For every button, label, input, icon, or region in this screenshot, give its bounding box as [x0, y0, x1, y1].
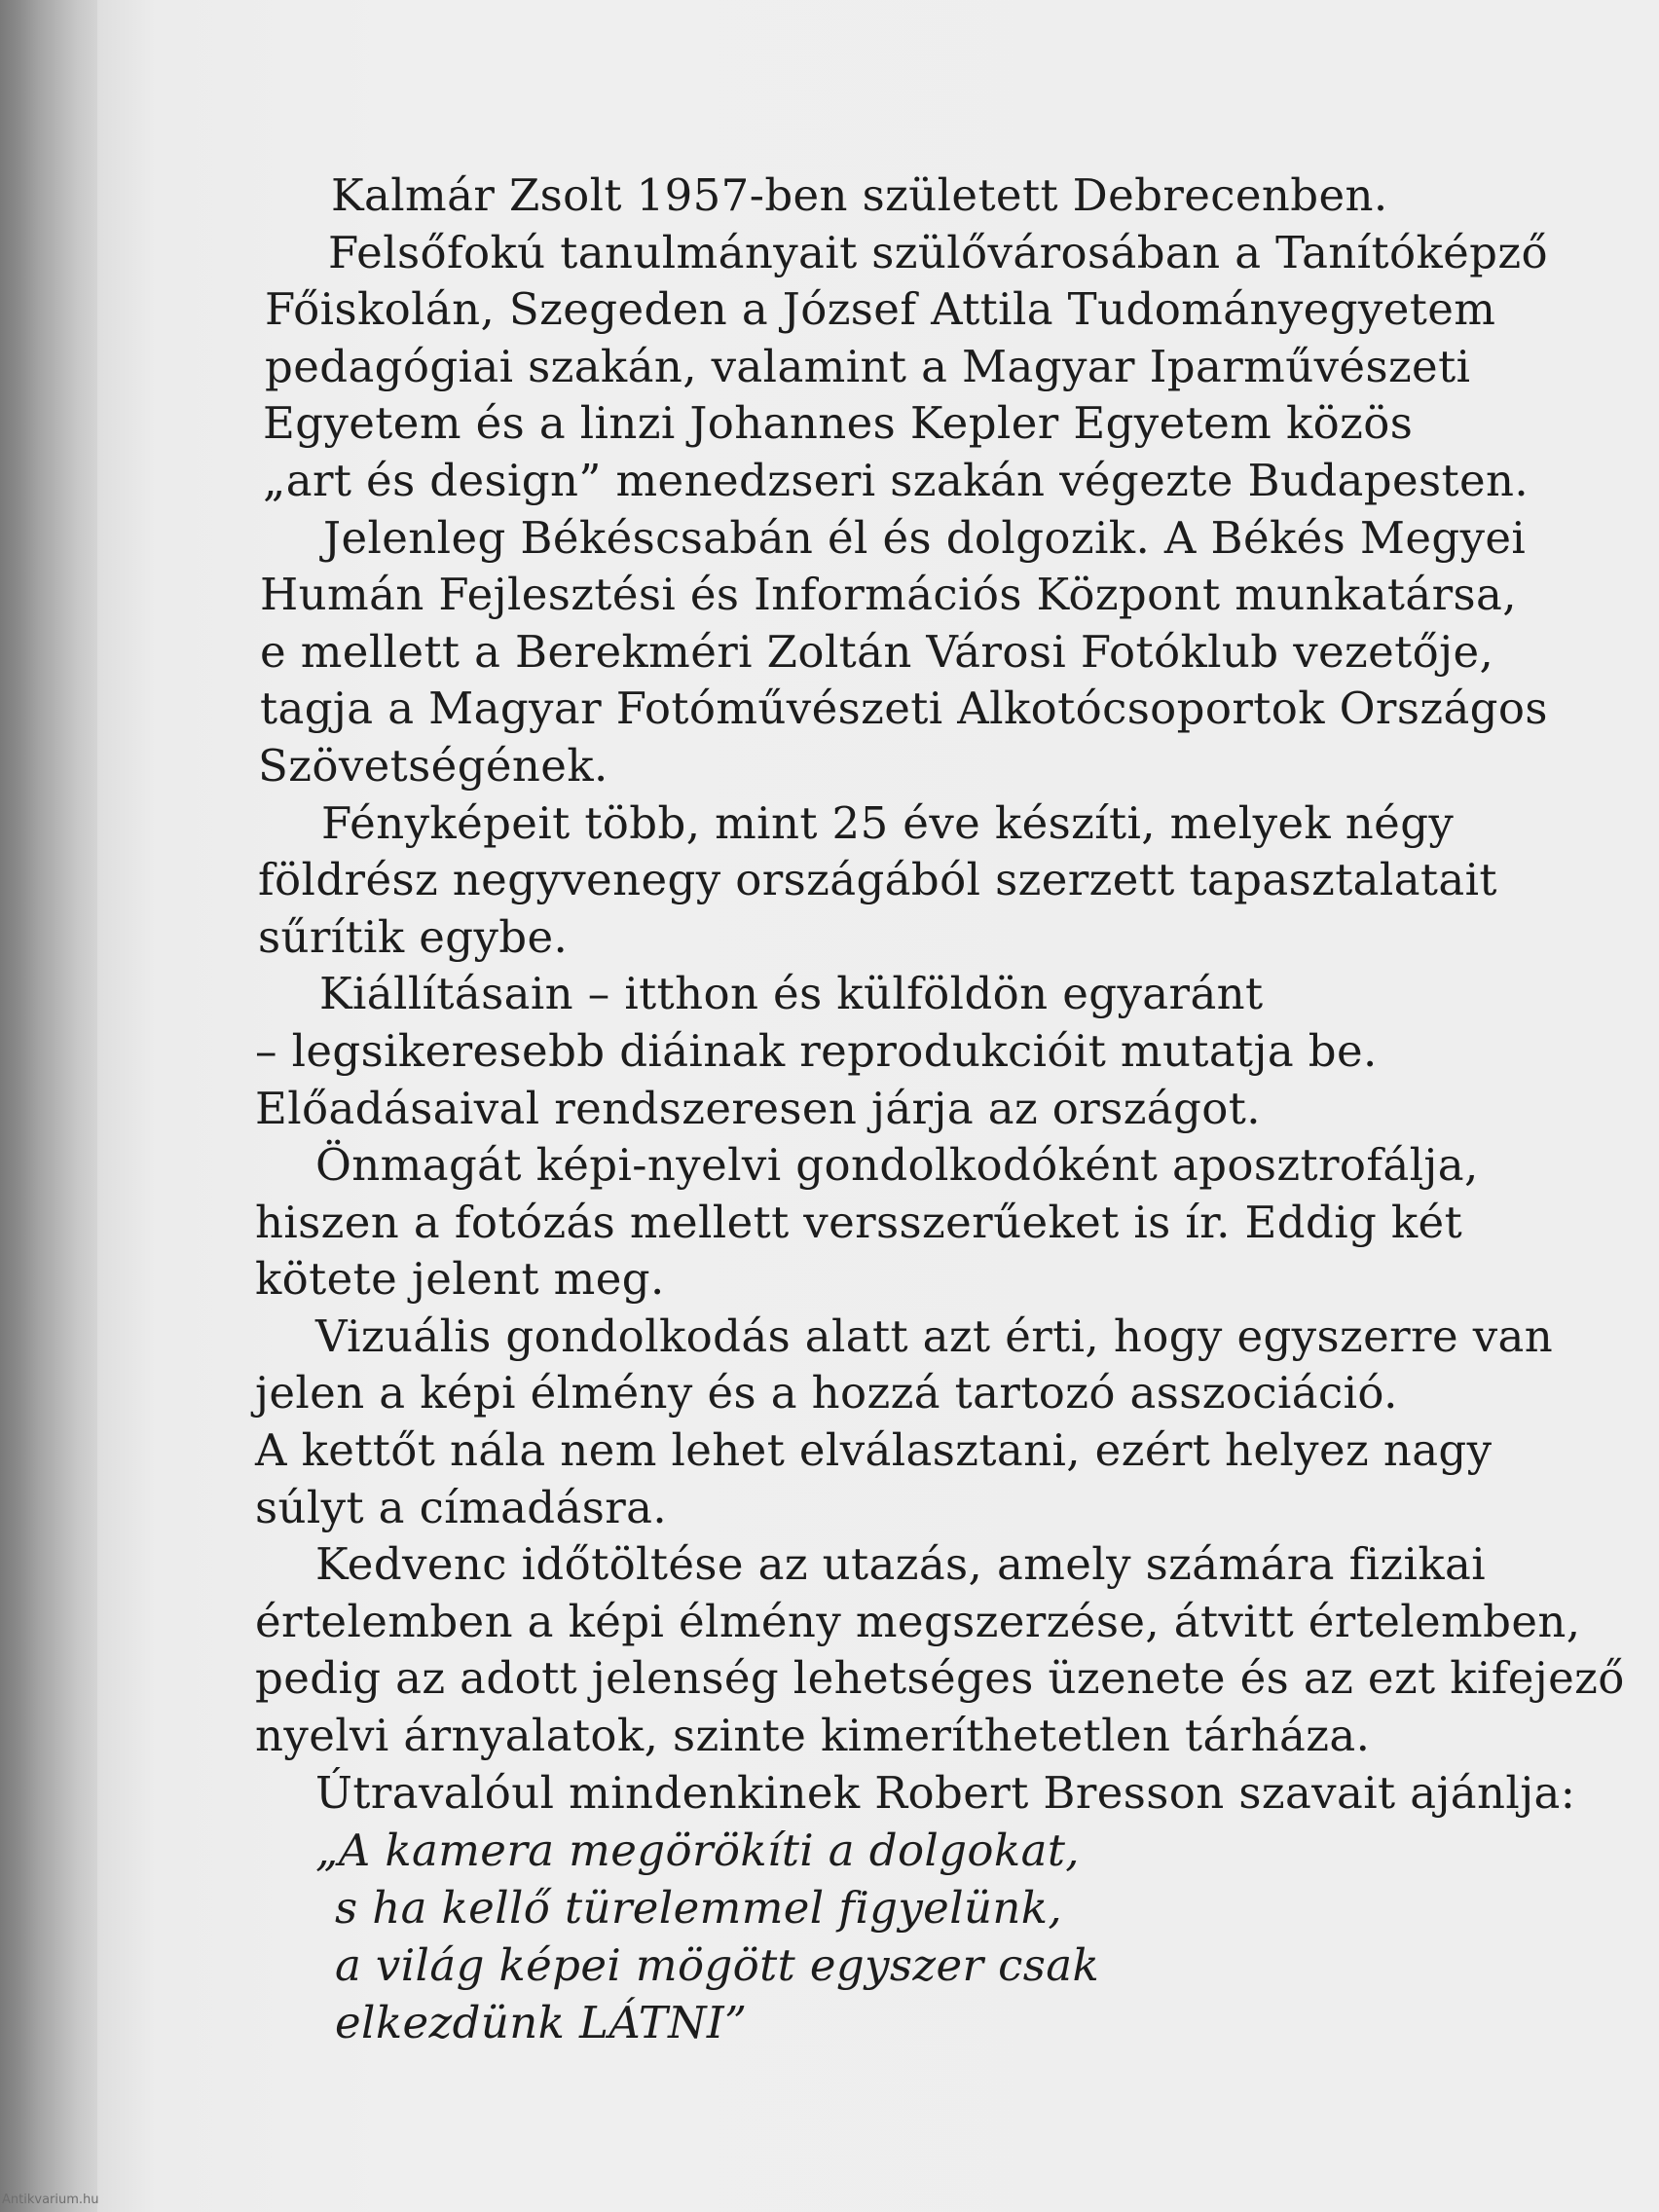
- paragraph-line: Humán Fejlesztési és Információs Központ munkatársa,: [260, 569, 1517, 621]
- paragraph-line: Felsőfokú tanulmányait szülővárosában a Tanítóképző: [328, 226, 1548, 278]
- quote-line: s ha kellő türelemmel figyelünk,: [335, 1882, 1063, 1935]
- paragraph-line: Főiskolán, Szegeden a József Attila Tudományegyetem: [265, 283, 1496, 336]
- book-binding-shadow: [0, 0, 97, 2212]
- paragraph-line: Fényképeit több, mint 25 éve készíti, melyek négy: [321, 796, 1455, 849]
- paragraph-line: nyelvi árnyalatok, szinte kimeríthetetlen tárháza.: [255, 1710, 1371, 1762]
- paragraph-line: Előadásaival rendszeresen járja az országot.: [255, 1082, 1261, 1134]
- biography-text: [255, 167, 1625, 2051]
- paragraph-line: Egyetem és a linzi Johannes Kepler Egyetem közös: [263, 397, 1414, 450]
- paragraph-line: Útravalóul mindenkinek Robert Bresson szavait ajánlja:: [315, 1766, 1576, 1819]
- quote-line: a világ képei mögött egyszer csak: [335, 1939, 1100, 1992]
- paragraph-line: földrész negyvenegy országából szerzett tapasztalatait: [258, 854, 1497, 906]
- paragraph-line: – legsikeresebb diáinak reprodukcióit mutatja be.: [255, 1024, 1378, 1077]
- paragraph-line: Kiállításain – itthon és külföldön egyaránt: [319, 968, 1264, 1020]
- paragraph-line: sűrítik egybe.: [258, 910, 569, 963]
- paragraph-line: pedagógiai szakán, valamint a Magyar Iparművészeti: [265, 340, 1471, 392]
- quote-line: „A kamera megörökíti a dolgokat,: [315, 1825, 1081, 1877]
- paragraph-line: jelen a képi élmény és a hozzá tartozó asszociáció.: [255, 1367, 1398, 1419]
- paragraph-line: Önmagát képi-nyelvi gondolkodóként aposztrofálja,: [315, 1139, 1479, 1192]
- paragraph-line: tagja a Magyar Fotóművészeti Alkotócsoportok Országos: [260, 682, 1548, 735]
- paragraph-line: értelemben a képi élmény megszerzése, átvitt értelemben,: [255, 1595, 1581, 1647]
- paragraph-line: e mellett a Berekméri Zoltán Városi Fotóklub vezetője,: [260, 625, 1494, 678]
- paragraph-line: kötete jelent meg.: [255, 1253, 665, 1306]
- paragraph-line: súlyt a címadásra.: [255, 1481, 668, 1533]
- paragraph-line: „art és design” menedzseri szakán végezte Budapesten.: [263, 454, 1530, 506]
- paragraph-line: A kettőt nála nem lehet elválasztani, ezért helyez nagy: [255, 1424, 1493, 1477]
- paragraph-line: Kalmár Zsolt 1957-ben született Debrecenben.: [331, 169, 1388, 221]
- paragraph-line: pedig az adott jelenség lehetséges üzenete és az ezt kifejező: [255, 1652, 1625, 1705]
- paragraph-line: Szövetségének.: [258, 739, 608, 792]
- paragraph-line: Vizuális gondolkodás alatt azt érti, hogy egyszerre van: [315, 1309, 1554, 1362]
- watermark: Antikvarium.hu: [2, 2193, 99, 2207]
- quote-line: elkezdünk LÁTNI”: [335, 1997, 748, 2049]
- paragraph-line: Kedvenc időtöltése az utazás, amely számára fizikai: [315, 1538, 1487, 1591]
- paragraph-line: Jelenleg Békéscsabán él és dolgozik. A Békés Megyei: [323, 511, 1527, 564]
- paragraph-line: hiszen a fotózás mellett versszerűeket is ír. Eddig két: [255, 1196, 1463, 1248]
